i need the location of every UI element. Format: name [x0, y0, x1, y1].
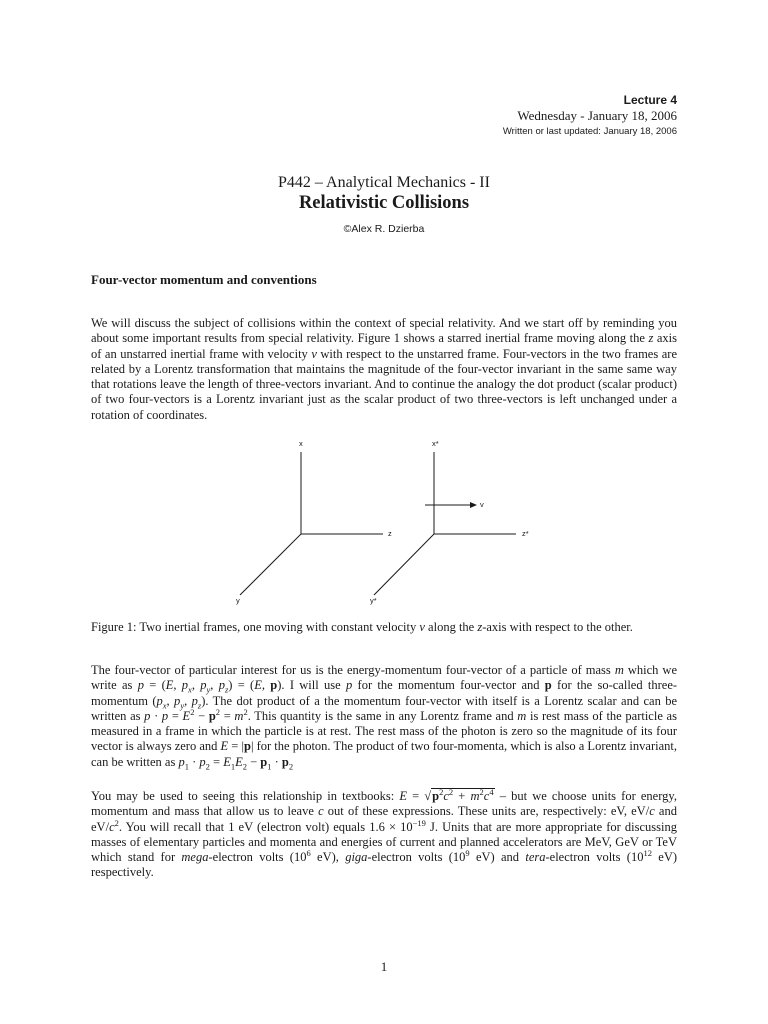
figure-caption: Figure 1: Two inertial frames, one moving with constant velocity v along the z-axis with respect to the other.: [91, 620, 633, 634]
lecture-date: Wednesday - January 18, 2006: [517, 108, 677, 123]
label-z-star: z*: [522, 529, 529, 538]
last-updated: Written or last updated: January 18, 2006: [502, 126, 677, 137]
paragraph-units: You may be used to seeing this relationship in textbooks: $E = √p^2c^2 + m^2c^4$ – but we choose units for energy, momentum and mass that allow us to leave c out of these expressions. These units are, respectively: eV, eV/c and $eV/c^2$. You will recall that 1 eV (electron volt) equals $1.6 \times 10^{-19}$ J. Units that are more appropriate for discussing masses of elementary particles and momenta and energies of current and planned accelerators are MeV, GeV or TeV which stand for mega-electron volts ($10^6$ eV), giga-electron volts ($10^9$ eV) and tera-electron volts ($10^{12}$ eV) respectively.: [91, 786, 678, 880]
paragraph-intro: We will discuss the subject of collisions within the context of special relativity. And we start off by reminding you about some important results from special relativity. Figure 1 shows a starred inertial frame moving along the z axis of an unstarred inertial frame with velocity v with respect to the unstarred frame. Four-vectors in the two frames are related by a Lorentz transformation that maintains the magnitude of the four-vector invariant in the same same way that rotations leave the length of three-vectors invariant. And to continue the analogy the dot product (scalar product) of two four-vectors is a Lorentz invariant just as the scalar product of two three-vectors is left unchanged under a rotation of coordinates.: [91, 316, 677, 422]
y-axis: [240, 534, 301, 595]
paragraph-four-vector: The four-vector of particular interest for us is the energy-momentum four-vector of a particle of mass m which we write as p = (E, $p_x$, $p_y$, $p_z) = (E$, p). I will use p for the momentum four-vector and p for the so-called three-momentum ($p_x$, $p_y$, $p_z$). The dot product of a the momentum four-vector with itself is a Lorentz scalar and can be written as $p \cdot p = E^2 - p^2 = m^2$. This quantity is the same in any Lorentz frame and m is rest mass of the particle as measured in a frame in which the particle is at rest. The rest mass of the photon is zero so the magnitude of its four vector is always zero and E = |p| for the photon. The product of two four-momenta, which is also a Lorentz invariant, can be written as $p_1 \cdot p_2 = E_1E_2 - p_1 \cdot p_2$: [91, 663, 678, 772]
course-title: P442 – Analytical Mechanics - II: [278, 174, 490, 191]
label-x-star: x*: [432, 439, 439, 448]
label-v: v: [480, 500, 484, 509]
section-heading: Four-vector momentum and conventions: [91, 272, 317, 287]
frames-diagram: [180, 432, 580, 612]
velocity-arrow-head: [470, 502, 477, 508]
label-y: y: [236, 596, 240, 605]
figure-inertial-frames: [180, 432, 580, 612]
y-star-axis: [374, 534, 434, 595]
label-y-star: y*: [370, 596, 377, 605]
author: ©Alex R. Dzierba: [343, 223, 425, 235]
label-z: z: [388, 529, 392, 538]
lecture-number: Lecture 4: [623, 93, 677, 107]
document-title: Relativistic Collisions: [298, 193, 470, 213]
label-x: x: [299, 439, 303, 448]
page-number: 1: [380, 959, 388, 974]
